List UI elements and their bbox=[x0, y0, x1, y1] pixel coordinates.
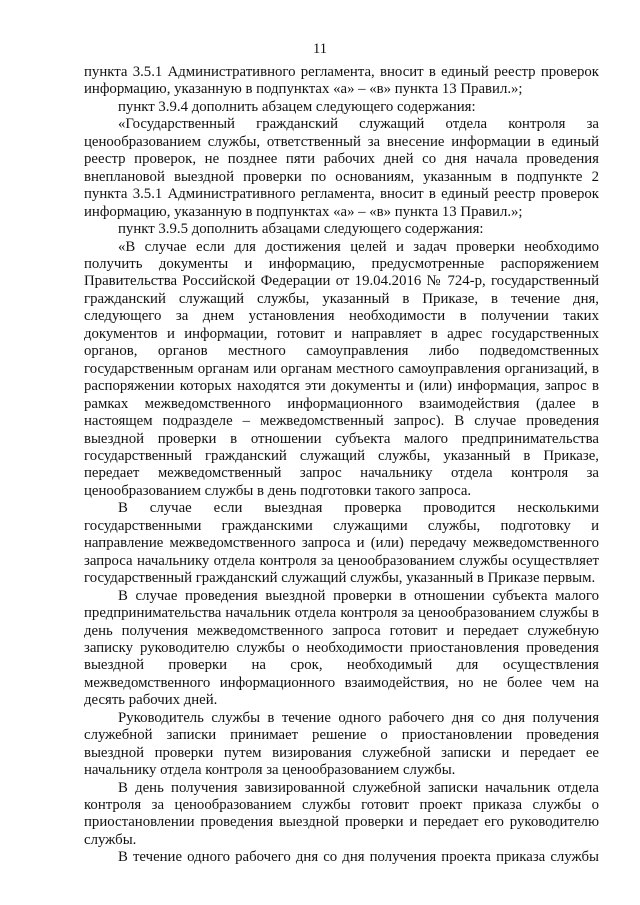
paragraph-multiple-inspectors: В случае если выездная проверка проводится несколькими государственными гражданскими служащими службы, подготовку и направление межведомственного запроса и (или) передачу межведомственного запроса начальнику отдела контроля за ценообразованием службы осуществляет государственный гражданский служащий службы, указанный в Приказе первым. bbox=[84, 500, 599, 587]
paragraph-draft-order: В день получения завизированной служебной записки начальник отдела контроля за ценообразованием службы готовит проект приказа службы о приостановлении проведения выездной проверки и передает его руководителю службы. bbox=[84, 779, 599, 848]
paragraph-registry-entry: «Государственный гражданский служащий отдела контроля за ценообразованием службы, ответственный за внесение информации в единый реестр проверок, не позднее пяти рабочих дней со дня начала проведения внеплановой выездной проверки по основаниям, указанным в подпункте 2 пункта 3.5.1 Административного регламента, вносит в единый реестр проверок информацию, указанную в подпунктах «а» – «в» пункта 13 Правил.»; bbox=[84, 116, 599, 220]
paragraph-small-business-suspension: В случае проведения выездной проверки в отношении субъекта малого предпринимательства начальник отдела контроля за ценообразованием службы в день получения межведомственного запроса готовит и передает служебную записку руководителю службы о необходимости приостановления проведения выездной проверки на срок, необходимый для осуществления межведомственного информационного взаимодействия, но не более чем на десять рабочих дней. bbox=[84, 587, 599, 709]
paragraph-continuation: пункта 3.5.1 Административного регламента, вносит в единый реестр проверок информацию, указанную в подпунктах «а» – «в» пункта 13 Правил.»; bbox=[84, 64, 599, 98]
paragraph-amend-3-9-5: пункт 3.9.5 дополнить абзацами следующего содержания: bbox=[118, 221, 484, 238]
document-body bbox=[84, 64, 599, 867]
paragraph-amend-3-9-4: пункт 3.9.4 дополнить абзацем следующего содержания: bbox=[118, 98, 476, 115]
page-number: 11 bbox=[313, 41, 327, 57]
paragraph-interagency-request: «В случае если для достижения целей и задач проверки необходимо получить документы и информацию, предусмотренные распоряжением Правительства Российской Федерации от 19.04.2016 № 724-р, государственный гражданский служащий службы, указанный в Приказе, в течение дня, следующего за днем установления необходимости в получении таких документов и информации, готовит и направляет в адрес государственных органов, органов местного самоуправления либо подведомственных государственным органам или органам местного самоуправления организаций, в распоряжении которых находятся эти документы и (или) информация, запрос в рамках межведомственного информационного взаимодействия (далее в настоящем подразделе – межведомственный запрос). В случае проведения выездной проверки в отношении субъекта малого предпринимательства государственный гражданский служащий службы, указанный в Приказе, передает межведомственный запрос начальнику отдела контроля за ценообразованием службы в день подготовки такого запроса. bbox=[84, 238, 599, 499]
paragraph-head-decision: Руководитель службы в течение одного рабочего дня со дня получения служебной записки принимает решение о приостановлении проведения выездной проверки путем визирования служебной записки и передает ее начальнику отдела контроля за ценообразованием службы. bbox=[84, 709, 599, 779]
paragraph-truncated: В течение одного рабочего дня со дня получения проекта приказа службы bbox=[118, 849, 599, 866]
